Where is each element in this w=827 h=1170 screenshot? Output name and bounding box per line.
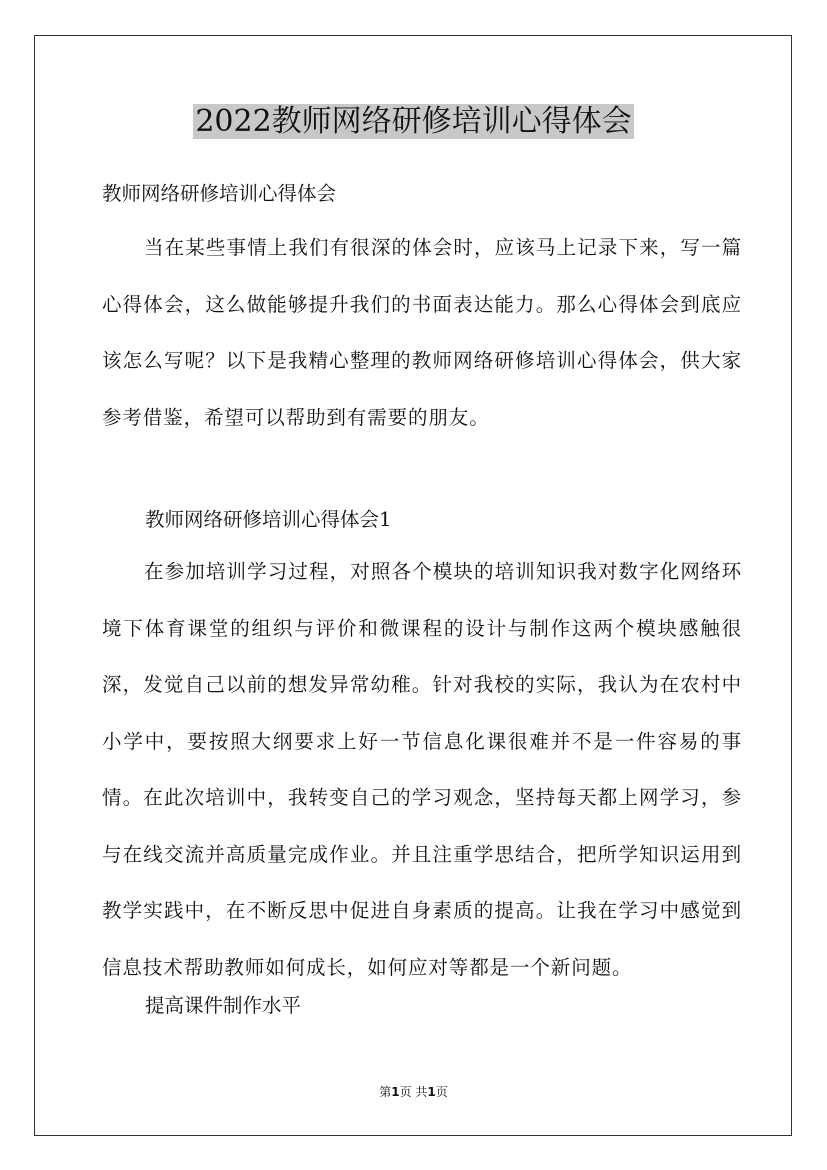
footer-suffix: 页 bbox=[435, 1085, 448, 1099]
document-title-text: 2022教师网络研修培训心得体会 bbox=[195, 104, 632, 139]
footer-current-page: 1 bbox=[391, 1085, 400, 1099]
intro-paragraph: 当在某些事情上我们有很深的体会时，应该马上记录下来，写一篇心得体会，这么做能够提升我们的书面表达能力。那么心得体会到底应该怎么写呢？以下是我精心整理的教师网络研修培训心得体会，供大家参考借鉴，希望可以帮助到有需要的朋友。 bbox=[102, 236, 742, 429]
body-paragraph: 在参加培训学习过程，对照各个模块的培训知识我对数字化网络环境下体育课堂的组织与评价和微课程的设计与制作这两个模块感触很深，发觉自己以前的想发异常幼稚。针对我校的实际，我认为在农村中小学中，要按照大纲要求上好一节信息化课很难并不是一件容易的事情。在此次培训中，我转变自己的学习观念，坚持每天都上网学习，参与在线交流并高质量完成作业。并且注重学思结合，把所学知识运用到教学实践中，在不断反思中促进自身素质的提高。让我在学习中感觉到信息技术帮助教师如何成长，如何应对等都是一个新问题。 bbox=[102, 560, 742, 979]
document-title bbox=[0, 100, 827, 144]
page-footer bbox=[0, 1083, 827, 1101]
document-subtitle: 教师网络研修培训心得体会 bbox=[102, 182, 337, 205]
section-heading: 教师网络研修培训心得体会1 bbox=[145, 508, 392, 531]
footer-mid: 页 共 bbox=[399, 1085, 428, 1099]
footer-prefix: 第 bbox=[379, 1085, 392, 1099]
sub-heading: 提高课件制作水平 bbox=[145, 994, 302, 1017]
footer-total-pages: 1 bbox=[427, 1085, 436, 1099]
